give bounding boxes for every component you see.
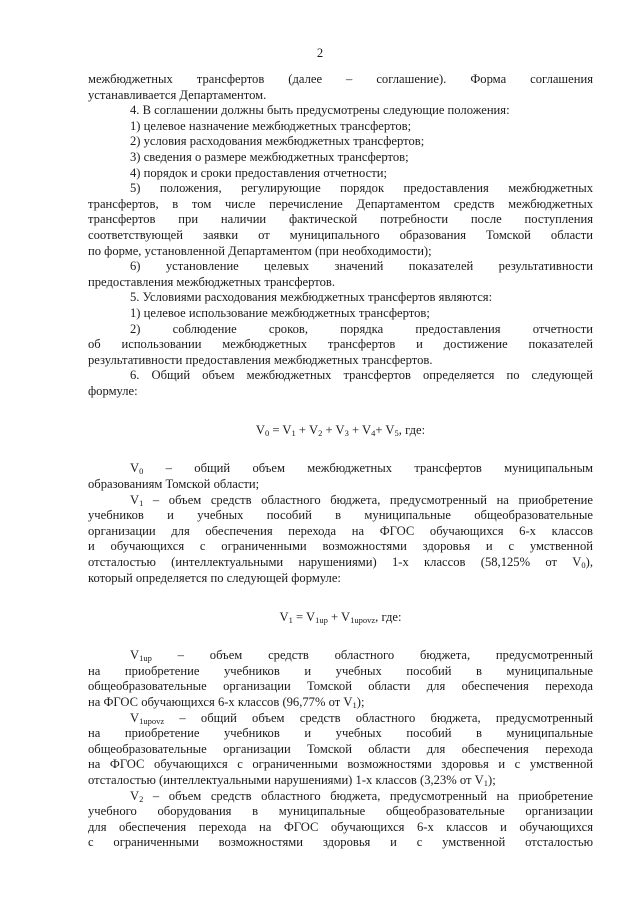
text-line: 4. В соглашении должны быть предусмотрены следующие положения: bbox=[130, 103, 510, 118]
text-line: по форме, установленной Департаментом (при необходимости); bbox=[88, 243, 432, 258]
text-line: на приобретение учебников и учебных пособий в муниципальные bbox=[88, 726, 593, 741]
text-line: трансфертов, в том числе перечисление Департаментом средств межбюджетных bbox=[88, 196, 593, 211]
text-line: об использовании межбюджетных трансфертов и достижение показателей bbox=[88, 337, 593, 352]
definition-v2: $V_2$ – объем средств областного бюджета, предусмотренный на приобретение bbox=[130, 788, 593, 804]
definition-v1upovz: $V_{1upovz}$ – общий объем средств областного бюджета, предусмотренный bbox=[130, 710, 593, 726]
list-item: 2) соблюдение сроков, порядка предоставления отчетности bbox=[130, 321, 593, 336]
text-line: формуле: bbox=[88, 383, 138, 398]
list-item: 4) порядок и сроки предоставления отчетности; bbox=[130, 165, 387, 180]
text-line: результативности предоставления межбюджетных трансфертов. bbox=[88, 352, 433, 367]
formula-total-volume: $V_0 = V_1 + V_2 + V_3 + V_4+ V_5$, где: bbox=[255, 423, 426, 439]
text-line: организации для обеспечения перехода на ФГОС обучающихся 6-х классов bbox=[88, 523, 593, 538]
definition-v1: $V_1$ – объем средств областного бюджета, предусмотренный на приобретение bbox=[130, 492, 593, 508]
page-number: 2 bbox=[316, 46, 324, 60]
text-line: образованиям Томской области; bbox=[88, 477, 260, 492]
text-line: который определяется по следующей формуле: bbox=[88, 570, 341, 585]
definition-v0: $V_0$ – общий объем межбюджетных трансфертов муниципальным bbox=[130, 461, 593, 477]
text-line: предоставления межбюджетных трансфертов. bbox=[88, 274, 335, 289]
text-line: и обучающихся с ограниченными возможностями здоровья и с умственной bbox=[88, 539, 593, 554]
list-item: 6) установление целевых значений показателей результативности bbox=[130, 259, 593, 274]
text-line: отсталостью (интеллектуальными нарушениями) 1-х классов (3,23% от $V_1$); bbox=[88, 772, 496, 788]
list-item: 1) целевое использование межбюджетных трансфертов; bbox=[130, 305, 430, 320]
list-item: 3) сведения о размере межбюджетных трансфертов; bbox=[130, 149, 409, 164]
text-line: устанавливается Департаментом. bbox=[88, 87, 267, 102]
list-item: 2) условия расходования межбюджетных трансфертов; bbox=[130, 134, 425, 149]
text-line: 6. Общий объем межбюджетных трансфертов определяется по следующей bbox=[130, 368, 593, 383]
text-line: соответствующей заявки от муниципального образования Томской области bbox=[88, 227, 593, 242]
text-line: на ФГОС обучающихся 6-х классов (96,77% от $V_1$); bbox=[88, 695, 365, 710]
text-line: учебного оборудования в муниципальные общеобразовательные организации bbox=[88, 804, 593, 819]
text-line: для обеспечения перехода на ФГОС обучающихся 6-х классов и обучающихся bbox=[88, 819, 593, 834]
text-line: 5. Условиями расходования межбюджетных трансфертов являются: bbox=[130, 290, 493, 305]
text-line: с ограниченными возможностями здоровья и с умственной отсталостью bbox=[88, 835, 593, 850]
list-item: 5) положения, регулирующие порядок предоставления межбюджетных bbox=[130, 181, 593, 196]
text-line: трансфертов при наличии фактической потребности после поступления bbox=[88, 212, 593, 227]
text-line: отсталостью (интеллектуальными нарушениями) 1-х классов (58,125% от $V_0$), bbox=[88, 555, 593, 571]
text-line: межбюджетных трансфертов (далее – соглашение). Форма соглашения bbox=[88, 72, 593, 86]
list-item: 1) целевое назначение межбюджетных трансфертов; bbox=[130, 118, 412, 133]
formula-v1: $V_1 = V_{1up} + V_{1upovz}$, где: bbox=[279, 610, 402, 626]
text-line: учебников и учебных пособий в муниципальные общеобразовательные bbox=[88, 508, 593, 523]
text-line: на приобретение учебников и учебных пособий в муниципальные bbox=[88, 663, 593, 678]
text-line: общеобразовательные организации Томской области для обеспечения перехода bbox=[88, 679, 593, 694]
definition-v1up: $V_{1up}$ – объем средств областного бюджета, предусмотренный bbox=[130, 648, 593, 664]
document-body bbox=[88, 72, 593, 851]
text-line: общеобразовательные организации Томской области для обеспечения перехода bbox=[88, 741, 593, 756]
text-line: на ФГОС обучающихся с ограниченными возможностями здоровья и с умственной bbox=[88, 757, 593, 772]
